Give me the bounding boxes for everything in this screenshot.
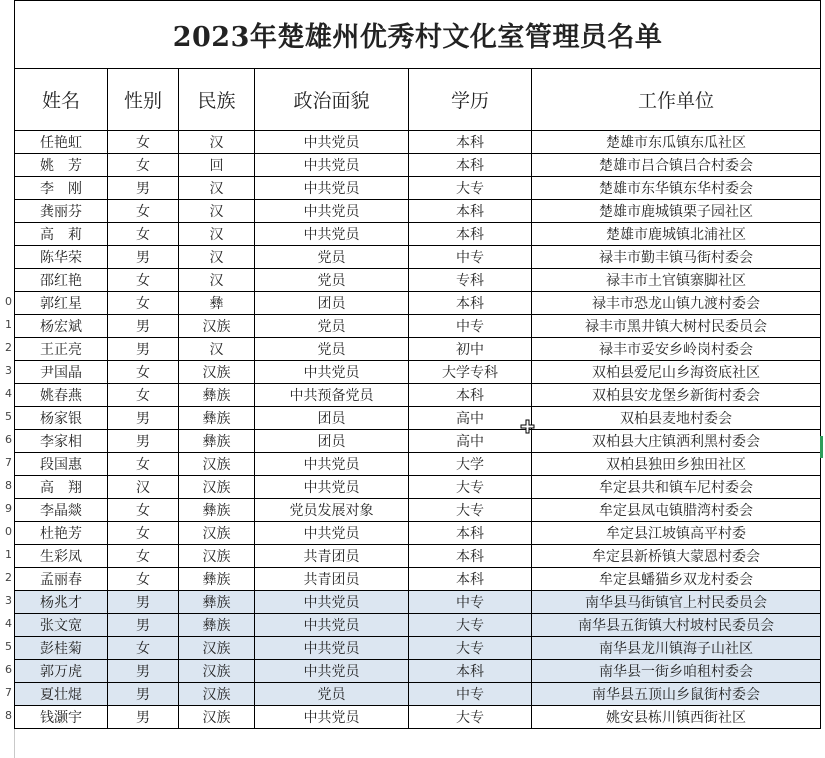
cell-name[interactable]: 龚丽芬 [15,200,108,223]
table-row [15,315,821,338]
cell-ethnicity[interactable]: 彝族 [179,407,255,430]
cell-gender[interactable]: 女 [108,223,179,246]
cell-name[interactable]: 王正亮 [15,338,108,361]
cell-education[interactable]: 中专 [409,315,532,338]
cell-ethnicity[interactable]: 汉族 [179,683,255,706]
row-number[interactable]: 8 [5,479,12,492]
cell-education[interactable]: 中专 [409,591,532,614]
cell-ethnicity[interactable]: 汉族 [179,545,255,568]
table-row [15,292,821,315]
cell-ethnicity[interactable]: 彝族 [179,614,255,637]
cell-gender[interactable]: 女 [108,499,179,522]
cell-education[interactable]: 本科 [409,384,532,407]
cell-work-unit[interactable]: 双柏县麦地村委会 [532,407,821,430]
cell-work-unit[interactable]: 楚雄市东华镇东华村委会 [532,177,821,200]
cell-work-unit[interactable]: 禄丰市土官镇寨脚社区 [532,269,821,292]
cell-ethnicity[interactable]: 汉 [179,338,255,361]
cell-name[interactable]: 郭红星 [15,292,108,315]
cell-gender[interactable]: 女 [108,361,179,384]
table-row [15,683,821,706]
cell-political-status[interactable]: 共青团员 [255,545,409,568]
row-number[interactable]: 2 [5,571,12,584]
table-row [15,591,821,614]
cell-gender[interactable]: 男 [108,338,179,361]
cell-political-status[interactable]: 中共党员 [255,614,409,637]
cell-ethnicity[interactable]: 汉族 [179,706,255,729]
cell-education[interactable]: 本科 [409,522,532,545]
cell-work-unit[interactable]: 禄丰市恐龙山镇九渡村委会 [532,292,821,315]
table-row [15,706,821,729]
cell-gender[interactable]: 男 [108,706,179,729]
row-number[interactable]: 8 [5,709,12,722]
cell-work-unit[interactable]: 楚雄市鹿城镇北浦社区 [532,223,821,246]
cell-name[interactable]: 孟丽春 [15,568,108,591]
cell-work-unit[interactable]: 禄丰市黑井镇大树村民委员会 [532,315,821,338]
cell-work-unit[interactable]: 牟定县共和镇车尼村委会 [532,476,821,499]
table-row [15,246,821,269]
table-row [15,545,821,568]
cell-education[interactable]: 大学专科 [409,361,532,384]
cell-gender[interactable]: 男 [108,407,179,430]
table-row [15,361,821,384]
table-row [15,476,821,499]
cell-name[interactable]: 郭万虎 [15,660,108,683]
cell-work-unit[interactable]: 楚雄市鹿城镇栗子园社区 [532,200,821,223]
cell-ethnicity[interactable]: 汉族 [179,476,255,499]
table-row [15,522,821,545]
row-number[interactable]: 0 [5,295,12,308]
row-number[interactable]: 9 [5,502,12,515]
cell-political-status[interactable]: 中共党员 [255,591,409,614]
cell-education[interactable]: 本科 [409,200,532,223]
cell-gender[interactable]: 女 [108,522,179,545]
cell-name[interactable]: 李 刚 [15,177,108,200]
cell-work-unit[interactable]: 禄丰市勤丰镇马街村委会 [532,246,821,269]
cell-education[interactable]: 本科 [409,292,532,315]
cell-political-status[interactable]: 中共党员 [255,154,409,177]
row-number[interactable]: 4 [5,387,12,400]
cell-gender[interactable]: 男 [108,246,179,269]
cell-name[interactable]: 任艳虹 [15,131,108,154]
cell-name[interactable]: 尹国晶 [15,361,108,384]
cell-education[interactable]: 初中 [409,338,532,361]
cell-ethnicity[interactable]: 汉 [179,269,255,292]
cell-name[interactable]: 高 莉 [15,223,108,246]
row-number[interactable]: 2 [5,341,12,354]
cell-gender[interactable]: 男 [108,177,179,200]
cell-ethnicity[interactable]: 汉 [179,223,255,246]
cell-name[interactable]: 李晶燚 [15,499,108,522]
row-number[interactable]: 6 [5,663,12,676]
cell-ethnicity[interactable]: 彝族 [179,384,255,407]
cell-name[interactable]: 陈华荣 [15,246,108,269]
cell-work-unit[interactable]: 南华县一街乡咱租村委会 [532,660,821,683]
row-number[interactable]: 3 [5,594,12,607]
cell-political-status[interactable]: 中共党员 [255,522,409,545]
cell-education[interactable]: 高中 [409,407,532,430]
row-number[interactable]: 5 [5,410,12,423]
cell-work-unit[interactable]: 南华县五街镇大村坡村民委员会 [532,614,821,637]
header-name[interactable]: 姓名 [15,69,108,131]
cell-political-status[interactable]: 中共党员 [255,706,409,729]
table-row [15,177,821,200]
cell-work-unit[interactable]: 牟定县凤屯镇腊湾村委会 [532,499,821,522]
table-row [15,131,821,154]
cell-ethnicity[interactable]: 汉族 [179,315,255,338]
selected-cell-edge [820,436,823,458]
cell-work-unit[interactable]: 南华县马街镇官上村民委员会 [532,591,821,614]
cell-education[interactable]: 大专 [409,177,532,200]
row-number[interactable]: 5 [5,640,12,653]
cell-name[interactable]: 生彩凤 [15,545,108,568]
cell-ethnicity[interactable]: 彝族 [179,591,255,614]
cell-political-status[interactable]: 共青团员 [255,568,409,591]
cell-name[interactable]: 钱灏宇 [15,706,108,729]
cell-political-status[interactable]: 中共党员 [255,476,409,499]
cell-education[interactable]: 中专 [409,683,532,706]
cell-political-status[interactable]: 中共党员 [255,223,409,246]
cell-education[interactable]: 大专 [409,614,532,637]
cell-name[interactable]: 姚春燕 [15,384,108,407]
table-row [15,614,821,637]
row-number[interactable]: 7 [5,456,12,469]
cell-work-unit[interactable]: 禄丰市妥安乡岭岗村委会 [532,338,821,361]
cell-name[interactable]: 段国惠 [15,453,108,476]
cell-ethnicity[interactable]: 彝 [179,292,255,315]
cell-education[interactable]: 中专 [409,246,532,269]
cell-gender[interactable]: 女 [108,200,179,223]
cell-name[interactable]: 邵红艳 [15,269,108,292]
cell-political-status[interactable]: 中共党员 [255,177,409,200]
cell-gender[interactable]: 女 [108,568,179,591]
row-number[interactable]: 4 [5,617,12,630]
header-education[interactable]: 学历 [409,69,532,131]
cell-education[interactable]: 大专 [409,706,532,729]
cell-ethnicity[interactable]: 汉族 [179,522,255,545]
cell-education[interactable]: 大专 [409,476,532,499]
cell-ethnicity[interactable]: 汉族 [179,361,255,384]
cell-education[interactable]: 专科 [409,269,532,292]
table-row [15,223,821,246]
table-row [15,269,821,292]
table-row [15,453,821,476]
cell-work-unit[interactable]: 双柏县安龙堡乡新街村委会 [532,384,821,407]
row-number[interactable]: 3 [5,364,12,377]
row-number[interactable]: 1 [5,548,12,561]
cell-education[interactable]: 大专 [409,637,532,660]
cell-work-unit[interactable]: 楚雄市东瓜镇东瓜社区 [532,131,821,154]
cell-political-status[interactable]: 党员 [255,338,409,361]
cell-ethnicity[interactable]: 汉族 [179,637,255,660]
cell-name[interactable]: 彭桂菊 [15,637,108,660]
cell-political-status[interactable]: 中共党员 [255,200,409,223]
cell-gender[interactable]: 男 [108,660,179,683]
cell-ethnicity[interactable]: 汉 [179,177,255,200]
cell-political-status[interactable]: 党员发展对象 [255,499,409,522]
cell-gender[interactable]: 女 [108,545,179,568]
cell-political-status[interactable]: 团员 [255,292,409,315]
cell-gender[interactable]: 汉 [108,476,179,499]
table-row [15,154,821,177]
cell-name[interactable]: 杨兆才 [15,591,108,614]
cell-ethnicity[interactable]: 汉 [179,246,255,269]
cell-education[interactable]: 高中 [409,430,532,453]
table-row [15,499,821,522]
roster-table [14,0,821,729]
cell-ethnicity[interactable]: 汉族 [179,453,255,476]
crosshair-cursor-icon [520,419,535,434]
cell-gender[interactable]: 女 [108,384,179,407]
cell-education[interactable]: 本科 [409,660,532,683]
cell-political-status[interactable]: 党员 [255,246,409,269]
cell-gender[interactable]: 女 [108,292,179,315]
cell-name[interactable]: 杨宏斌 [15,315,108,338]
cell-work-unit[interactable]: 楚雄市吕合镇吕合村委会 [532,154,821,177]
header-gender[interactable]: 性别 [108,69,179,131]
cell-education[interactable]: 大专 [409,499,532,522]
cell-ethnicity[interactable]: 回 [179,154,255,177]
cell-work-unit[interactable]: 南华县龙川镇海子山社区 [532,637,821,660]
cell-work-unit[interactable]: 双柏县爱尼山乡海资底社区 [532,361,821,384]
cell-political-status[interactable]: 中共党员 [255,637,409,660]
cell-work-unit[interactable]: 双柏县独田乡独田社区 [532,453,821,476]
cell-ethnicity[interactable]: 汉 [179,200,255,223]
cell-name[interactable]: 姚 芳 [15,154,108,177]
table-row [15,430,821,453]
cell-education[interactable]: 本科 [409,154,532,177]
cell-work-unit[interactable]: 姚安县栋川镇西街社区 [532,706,821,729]
cell-gender[interactable]: 女 [108,453,179,476]
cell-ethnicity[interactable]: 汉 [179,131,255,154]
row-number[interactable]: 1 [5,318,12,331]
cell-gender[interactable]: 男 [108,683,179,706]
cell-ethnicity[interactable]: 汉族 [179,660,255,683]
cell-political-status[interactable]: 中共预备党员 [255,384,409,407]
cell-gender[interactable]: 女 [108,154,179,177]
cell-name[interactable]: 李家相 [15,430,108,453]
table-title[interactable]: 2023年楚雄州优秀村文化室管理员名单 [15,1,821,69]
cell-ethnicity[interactable]: 彝族 [179,568,255,591]
header-work-unit[interactable]: 工作单位 [532,69,821,131]
cell-education[interactable]: 本科 [409,568,532,591]
row-number[interactable]: 6 [5,433,12,446]
cell-political-status[interactable]: 中共党员 [255,361,409,384]
cell-work-unit[interactable]: 牟定县江坡镇高平村委 [532,522,821,545]
cell-gender[interactable]: 男 [108,430,179,453]
cell-gender[interactable]: 男 [108,591,179,614]
table-row [15,660,821,683]
cell-political-status[interactable]: 团员 [255,407,409,430]
cell-political-status[interactable]: 中共党员 [255,131,409,154]
cell-political-status[interactable]: 中共党员 [255,453,409,476]
cell-political-status[interactable]: 党员 [255,315,409,338]
table-row [15,407,821,430]
cell-education[interactable]: 本科 [409,545,532,568]
cell-gender[interactable]: 女 [108,637,179,660]
row-number[interactable]: 7 [5,686,12,699]
cell-work-unit[interactable]: 双柏县大庄镇洒利黑村委会 [532,430,821,453]
table-row [15,637,821,660]
cell-name[interactable]: 杜艳芳 [15,522,108,545]
cell-ethnicity[interactable]: 彝族 [179,499,255,522]
cell-work-unit[interactable]: 牟定县蟠猫乡双龙村委会 [532,568,821,591]
cell-gender[interactable]: 男 [108,614,179,637]
cell-political-status[interactable]: 党员 [255,683,409,706]
cell-work-unit[interactable]: 南华县五顶山乡鼠街村委会 [532,683,821,706]
cell-gender[interactable]: 女 [108,131,179,154]
cell-name[interactable]: 夏壮焜 [15,683,108,706]
row-header-column[interactable] [0,0,15,758]
cell-education[interactable]: 本科 [409,131,532,154]
cell-work-unit[interactable]: 牟定县新桥镇大蒙恩村委会 [532,545,821,568]
cell-political-status[interactable]: 党员 [255,269,409,292]
cell-gender[interactable]: 女 [108,269,179,292]
row-number[interactable]: 0 [5,525,12,538]
table-row [15,568,821,591]
table-row [15,338,821,361]
cell-name[interactable]: 张文宽 [15,614,108,637]
cell-education[interactable]: 大学 [409,453,532,476]
table-row [15,384,821,407]
header-political-status[interactable]: 政治面貌 [255,69,409,131]
cell-name[interactable]: 杨家银 [15,407,108,430]
table-row [15,200,821,223]
cell-ethnicity[interactable]: 彝族 [179,430,255,453]
cell-political-status[interactable]: 中共党员 [255,660,409,683]
cell-education[interactable]: 本科 [409,223,532,246]
cell-gender[interactable]: 男 [108,315,179,338]
header-ethnicity[interactable]: 民族 [179,69,255,131]
cell-political-status[interactable]: 团员 [255,430,409,453]
header-row [15,69,821,131]
cell-name[interactable]: 高 翔 [15,476,108,499]
